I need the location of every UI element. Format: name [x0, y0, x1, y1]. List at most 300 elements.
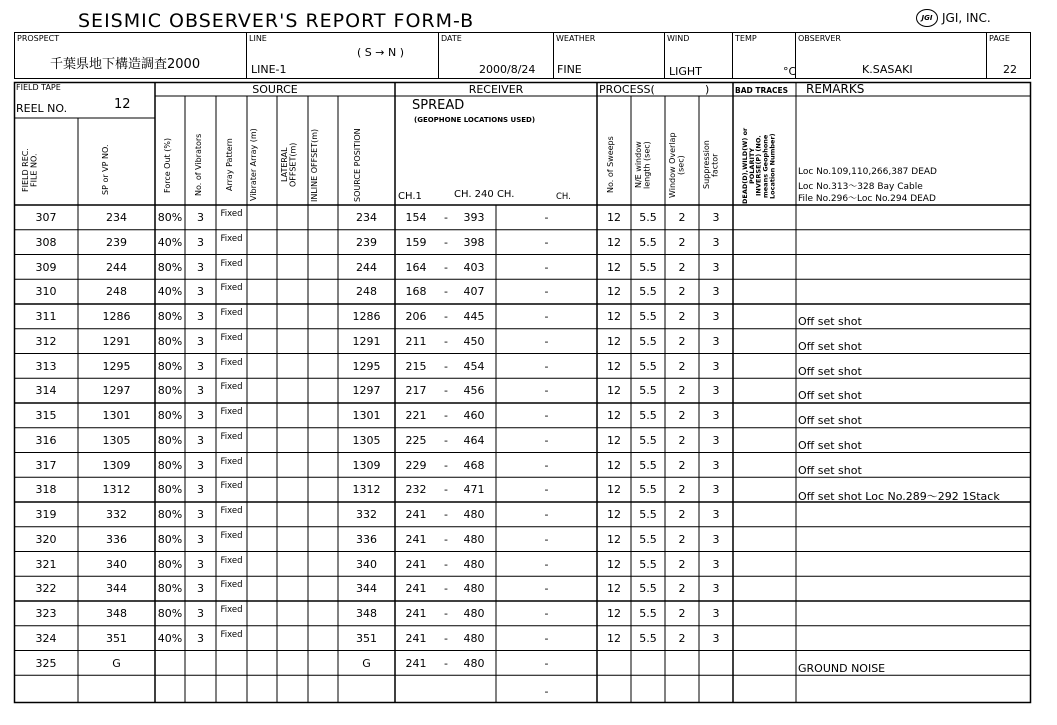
date-value: 2000/8/24 [479, 63, 536, 76]
file-no-cell: 311 [35, 310, 57, 323]
weather-value: FINE [557, 63, 582, 76]
dash-cell: - [444, 310, 448, 323]
file-no-cell: 313 [35, 359, 57, 373]
window-overlap-cell: 2 [678, 458, 686, 472]
remarks-header: REMARKS [806, 82, 865, 96]
window-overlap-cell: 2 [678, 532, 686, 546]
sp-cell: 1295 [102, 359, 131, 373]
array-pattern-cell: Fixed [220, 233, 243, 244]
ch1-cell: 225 [405, 433, 427, 447]
ne-window-cell: 5.5 [639, 433, 657, 447]
ch-cell: - [544, 582, 549, 596]
remark-cell: GROUND NOISE [798, 661, 886, 675]
force-cell: 80% [157, 458, 183, 472]
sp-cell: G [112, 656, 121, 670]
col-header-sp: SP or VP NO. [101, 144, 110, 196]
ch240-cell: 445 [463, 310, 485, 323]
window-overlap-cell: 2 [678, 260, 686, 274]
observer-value: K.SASAKI [862, 63, 913, 76]
file-no-cell: 319 [35, 508, 57, 521]
force-cell: 40% [157, 631, 183, 645]
line-value: LINE-1 [251, 63, 287, 76]
ch1-cell: 241 [405, 656, 427, 670]
vibrators-cell: 3 [197, 310, 204, 323]
vibrators-cell: 3 [197, 211, 204, 224]
force-cell: 80% [157, 557, 183, 571]
ch-cell: - [544, 458, 549, 472]
source-position-cell: G [362, 656, 371, 670]
dash-cell: - [444, 656, 448, 670]
col-header-sweeps: No. of Sweeps [606, 136, 615, 194]
ch-cell: - [544, 334, 549, 348]
vibrators-cell: 3 [197, 285, 204, 299]
col-header-array-pattern: Array Pattern [225, 138, 234, 192]
remarks-header-line: Loc No.313～328 Bay Cable [798, 182, 923, 192]
sp-cell: 248 [106, 285, 127, 299]
dash-cell: - [444, 359, 448, 373]
dash-cell: - [444, 483, 448, 497]
sp-cell: 336 [106, 532, 127, 546]
window-overlap-cell: 2 [678, 433, 686, 447]
remark-cell: Off set shot [798, 315, 862, 328]
dash-cell: - [444, 557, 448, 571]
process-section-close: ) [705, 83, 710, 96]
ch-cell: - [544, 631, 549, 645]
sweeps-cell: 12 [607, 532, 621, 546]
remark-cell: Off set shot [798, 339, 862, 353]
window-overlap-cell: 2 [678, 631, 686, 645]
ch1-cell: 229 [405, 458, 427, 472]
suppression-cell: 3 [712, 433, 720, 447]
array-pattern-cell: Fixed [220, 456, 243, 467]
sp-cell: 1309 [102, 458, 131, 472]
source-position-cell: 1301 [352, 409, 381, 422]
bad-traces-header: BAD TRACES [735, 86, 789, 95]
ch-label: CH. [556, 192, 571, 202]
source-position-cell: 336 [356, 532, 377, 546]
window-overlap-cell: 2 [678, 607, 686, 620]
array-pattern-cell: Fixed [220, 283, 243, 294]
ch-cell: - [544, 409, 549, 422]
array-pattern-cell: Fixed [220, 332, 243, 343]
temp-unit: °C [783, 65, 797, 78]
sp-cell: 1286 [102, 310, 131, 323]
file-no-cell: 316 [35, 433, 57, 447]
source-position-cell: 1295 [352, 359, 381, 373]
file-no-cell: 308 [35, 235, 57, 249]
reel-number: 12 [114, 97, 131, 112]
sp-cell: 1297 [102, 384, 131, 398]
file-no-cell: 307 [35, 211, 57, 224]
suppression-cell: 3 [712, 458, 720, 472]
vibrators-cell: 3 [197, 334, 204, 348]
process-section-header: PROCESS( [599, 83, 655, 96]
ch1-cell: 232 [405, 483, 427, 497]
ne-window-cell: 5.5 [639, 483, 657, 497]
ch240-label: CH. 240 CH. [454, 189, 515, 200]
sweeps-cell: 12 [607, 211, 621, 224]
ch1-cell: 159 [405, 235, 427, 249]
sweeps-cell: 12 [607, 285, 621, 299]
sp-cell: 234 [106, 211, 127, 224]
col-header-bad-trace-note: DEAD(D),WILD(W) or POLARITY INVERSE(P) (NO. means Geophone Location Number) [741, 127, 777, 205]
sweeps-cell: 12 [607, 582, 621, 596]
force-cell: 80% [157, 508, 183, 521]
ne-window-cell: 5.5 [639, 285, 657, 299]
array-pattern-cell: Fixed [220, 555, 243, 566]
source-position-cell: 248 [356, 285, 377, 299]
window-overlap-cell: 2 [678, 557, 686, 571]
source-position-cell: 1297 [352, 384, 381, 398]
ch240-cell: 407 [463, 285, 485, 299]
file-no-cell: 315 [35, 409, 57, 422]
window-overlap-cell: 2 [678, 359, 686, 373]
array-pattern-cell: Fixed [220, 506, 243, 516]
file-no-cell: 312 [35, 334, 57, 348]
sweeps-cell: 12 [607, 235, 621, 249]
dash-cell: - [444, 607, 448, 620]
ne-window-cell: 5.5 [639, 409, 657, 422]
array-pattern-cell: Fixed [220, 209, 243, 219]
ch-cell: - [544, 508, 549, 521]
ch-cell: - [544, 235, 549, 249]
page-label: PAGE [989, 34, 1010, 43]
remark-cell: Off set shot [798, 438, 862, 452]
col-header-vib-array: Vibrater Array (m) [249, 128, 258, 202]
file-no-cell: 320 [35, 532, 57, 546]
col-header-force: Force Out (%) [163, 137, 172, 193]
vibrators-cell: 3 [197, 384, 204, 398]
suppression-cell: 3 [712, 483, 720, 497]
ch1-cell: 211 [405, 334, 427, 348]
array-pattern-cell: Fixed [220, 357, 243, 368]
force-cell: 80% [157, 310, 183, 323]
sweeps-cell: 12 [607, 557, 621, 571]
dash-cell: - [444, 433, 448, 447]
sp-cell: 332 [106, 508, 127, 521]
source-position-cell: 239 [356, 235, 377, 249]
ch240-cell: 480 [463, 532, 485, 546]
vibrators-cell: 3 [197, 508, 204, 521]
ch1-cell: 241 [405, 557, 427, 571]
dash-cell: - [444, 458, 448, 472]
ch-cell: - [544, 656, 549, 670]
file-no-cell: 324 [35, 631, 57, 645]
col-header-file-no: FIELD REC. FILE NO. [21, 148, 39, 192]
col-header-vibrators: No. of Vibrators [194, 133, 203, 197]
line-label: LINE [249, 34, 267, 43]
file-no-cell: 317 [35, 458, 57, 472]
sweeps-cell: 12 [607, 458, 621, 472]
window-overlap-cell: 2 [678, 508, 686, 521]
ne-window-cell: 5.5 [639, 334, 657, 348]
array-pattern-cell: Fixed [220, 481, 243, 492]
window-overlap-cell: 2 [678, 211, 686, 224]
suppression-cell: 3 [712, 260, 720, 274]
array-pattern-cell: Fixed [220, 530, 243, 541]
suppression-cell: 3 [712, 334, 720, 348]
force-cell: 80% [157, 409, 183, 422]
force-cell: 80% [157, 359, 183, 373]
ch240-cell: 393 [463, 211, 485, 224]
sweeps-cell: 12 [607, 260, 621, 274]
dash-cell: - [444, 334, 448, 348]
file-no-cell: 325 [35, 656, 57, 670]
vibrators-cell: 3 [197, 260, 204, 274]
sp-cell: 344 [106, 582, 127, 596]
window-overlap-cell: 2 [678, 384, 686, 398]
ch240-cell: 480 [463, 557, 485, 571]
line-direction: ( S → N ) [357, 46, 404, 59]
ch1-cell: 241 [405, 607, 427, 620]
ch1-cell: 215 [405, 359, 427, 373]
force-cell: 40% [157, 235, 183, 249]
ch240-cell: 480 [463, 656, 485, 670]
suppression-cell: 3 [712, 384, 720, 398]
remark-cell: Off set shot Loc No.289～292 1Stack [798, 490, 1000, 504]
ch240-cell: 471 [463, 483, 485, 497]
ne-window-cell: 5.5 [639, 211, 657, 224]
sweeps-cell: 12 [607, 631, 621, 645]
file-no-cell: 314 [35, 384, 57, 398]
ch240-cell: 480 [463, 607, 485, 620]
source-position-cell: 332 [356, 508, 377, 521]
ch1-cell: 217 [405, 384, 427, 398]
ne-window-cell: 5.5 [639, 310, 657, 323]
array-pattern-cell: Fixed [220, 605, 243, 615]
col-header-lateral: LATERAL OFFSET(m) [280, 142, 298, 188]
ne-window-cell: 5.5 [639, 557, 657, 571]
field-tape-label: FIELD TAPE [16, 83, 61, 92]
ch-cell: - [544, 433, 549, 447]
suppression-cell: 3 [712, 211, 720, 224]
observer-label: OBSERVER [798, 34, 841, 43]
ne-window-cell: 5.5 [639, 582, 657, 596]
window-overlap-cell: 2 [678, 310, 686, 323]
vibrators-cell: 3 [197, 557, 204, 571]
ch-cell: - [544, 211, 549, 224]
ch240-cell: 480 [463, 631, 485, 645]
ch-cell: - [544, 483, 549, 497]
window-overlap-cell: 2 [678, 235, 686, 249]
vibrators-cell: 3 [197, 582, 204, 596]
ne-window-cell: 5.5 [639, 359, 657, 373]
file-no-cell: 310 [35, 285, 57, 299]
ne-window-cell: 5.5 [639, 631, 657, 645]
ch240-cell: 398 [463, 235, 485, 249]
remark-cell: Off set shot [798, 364, 862, 378]
remark-cell: Off set shot [798, 389, 862, 403]
ch-cell: - [544, 607, 549, 620]
col-header-suppression: Suppression factor [702, 140, 720, 190]
page-value: 22 [1003, 63, 1017, 76]
dash-cell: - [444, 582, 448, 596]
window-overlap-cell: 2 [678, 285, 686, 299]
vibrators-cell: 3 [197, 359, 204, 373]
suppression-cell: 3 [712, 235, 720, 249]
sp-cell: 1305 [102, 433, 131, 447]
dash-cell: - [444, 260, 448, 274]
ch1-cell: 241 [405, 508, 427, 521]
sweeps-cell: 12 [607, 508, 621, 521]
source-position-cell: 234 [356, 211, 377, 224]
ch240-cell: 450 [463, 334, 485, 348]
remark-cell: Off set shot [798, 414, 862, 427]
ch240-cell: 480 [463, 582, 485, 596]
sweeps-cell: 12 [607, 359, 621, 373]
suppression-cell: 3 [712, 409, 720, 422]
dash-cell: - [444, 211, 448, 224]
vibrators-cell: 3 [197, 235, 204, 249]
file-no-cell: 318 [35, 483, 57, 497]
vibrators-cell: 3 [197, 631, 204, 645]
source-position-cell: 351 [356, 631, 377, 645]
force-cell: 80% [157, 260, 183, 274]
window-overlap-cell: 2 [678, 409, 686, 422]
col-header-inline: INLINE OFFSET(m) [310, 128, 319, 202]
ne-window-cell: 5.5 [639, 532, 657, 546]
ch1-cell: 154 [405, 211, 427, 224]
sp-cell: 340 [106, 557, 127, 571]
sweeps-cell: 12 [607, 607, 621, 620]
ch1-cell: 241 [405, 631, 427, 645]
vibrators-cell: 3 [197, 532, 204, 546]
sweeps-cell: 12 [607, 334, 621, 348]
source-position-cell: 1312 [352, 483, 381, 497]
file-no-cell: 309 [35, 260, 57, 274]
source-position-cell: 1291 [352, 334, 381, 348]
dash-cell: - [444, 409, 448, 422]
window-overlap-cell: 2 [678, 334, 686, 348]
remark-cell: Off set shot [798, 463, 862, 477]
dash-cell: - [444, 532, 448, 546]
force-cell: 40% [157, 285, 183, 299]
date-label: DATE [441, 34, 462, 43]
sp-cell: 1291 [102, 334, 131, 348]
dash-cell: - [444, 285, 448, 299]
force-cell: 80% [157, 532, 183, 546]
wind-label: WIND [667, 34, 690, 43]
force-cell: 80% [157, 483, 183, 497]
spread-title: SPREAD [412, 98, 465, 113]
window-overlap-cell: 2 [678, 582, 686, 596]
ch240-cell: 468 [463, 458, 485, 472]
array-pattern-cell: Fixed [220, 407, 243, 417]
vibrators-cell: 3 [197, 607, 204, 620]
ch240-cell: 480 [463, 508, 485, 521]
ch1-cell: 206 [405, 310, 427, 323]
ch-cell: - [544, 384, 549, 398]
source-position-cell: 340 [356, 557, 377, 571]
sp-cell: 351 [106, 631, 127, 645]
ch1-cell: 168 [405, 285, 427, 299]
sp-cell: 239 [106, 235, 127, 249]
reel-label: REEL NO. [16, 102, 68, 115]
sweeps-cell: 12 [607, 384, 621, 398]
ch240-cell: 460 [463, 409, 485, 422]
suppression-cell: 3 [712, 631, 720, 645]
window-overlap-cell: 2 [678, 483, 686, 497]
sweeps-cell: 12 [607, 433, 621, 447]
force-cell: 80% [157, 211, 183, 224]
ch1-cell: 241 [405, 532, 427, 546]
temp-label: TEMP [735, 34, 757, 43]
suppression-cell: 3 [712, 310, 720, 323]
sweeps-cell: 12 [607, 483, 621, 497]
suppression-cell: 3 [712, 582, 720, 596]
spread-subtitle: (GEOPHONE LOCATIONS USED) [414, 116, 536, 124]
source-position-cell: 348 [356, 607, 377, 620]
receiver-section-header: RECEIVER [468, 83, 524, 96]
sweeps-cell: 12 [607, 310, 621, 323]
col-header-window-overlap: Window Overlap (sec) [668, 132, 686, 198]
file-no-cell: 323 [35, 607, 57, 620]
col-header-ne-window: N/E window length (sec) [634, 141, 652, 189]
suppression-cell: 3 [712, 285, 720, 299]
source-position-cell: 244 [356, 260, 377, 274]
suppression-cell: 3 [712, 532, 720, 546]
array-pattern-cell: Fixed [220, 580, 243, 591]
ch-cell: - [544, 685, 549, 699]
force-cell: 80% [157, 607, 183, 620]
jgi-logo-icon: JGI [916, 9, 938, 27]
col-header-source-position: SOURCE POSITION [353, 128, 362, 202]
file-no-cell: 321 [35, 557, 57, 571]
ch-cell: - [544, 260, 549, 274]
dash-cell: - [444, 384, 448, 398]
ch-cell: - [544, 557, 549, 571]
force-cell: 80% [157, 582, 183, 596]
source-position-cell: 1305 [352, 433, 381, 447]
vibrators-cell: 3 [197, 483, 204, 497]
ch-cell: - [544, 359, 549, 373]
array-pattern-cell: Fixed [220, 382, 243, 393]
ne-window-cell: 5.5 [639, 384, 657, 398]
sp-cell: 1301 [102, 409, 131, 422]
ch1-label: CH.1 [398, 191, 422, 202]
array-pattern-cell: Fixed [220, 629, 243, 640]
source-position-cell: 1286 [352, 310, 381, 323]
dash-cell: - [444, 235, 448, 249]
source-position-cell: 344 [356, 582, 377, 596]
ch-cell: - [544, 310, 549, 323]
force-cell: 80% [157, 384, 183, 398]
dash-cell: - [444, 508, 448, 521]
ne-window-cell: 5.5 [639, 508, 657, 521]
ne-window-cell: 5.5 [639, 607, 657, 620]
array-pattern-cell: Fixed [220, 258, 243, 269]
form-title: SEISMIC OBSERVER'S REPORT FORM-B [78, 10, 475, 32]
source-section-header: SOURCE [252, 83, 298, 96]
vibrators-cell: 3 [197, 458, 204, 472]
sweeps-cell: 12 [607, 409, 621, 422]
weather-label: WEATHER [556, 34, 596, 43]
array-pattern-cell: Fixed [220, 308, 243, 318]
suppression-cell: 3 [712, 508, 720, 521]
sp-cell: 1312 [102, 483, 131, 497]
array-pattern-cell: Fixed [220, 431, 243, 442]
ne-window-cell: 5.5 [639, 260, 657, 274]
suppression-cell: 3 [712, 607, 720, 620]
wind-value: LIGHT [669, 65, 702, 78]
remarks-header-line: Loc No.109,110,266,387 DEAD [798, 167, 937, 177]
prospect-label: PROSPECT [17, 34, 60, 43]
company-name: JGI, INC. [942, 11, 991, 25]
suppression-cell: 3 [712, 359, 720, 373]
dash-cell: - [444, 631, 448, 645]
ch1-cell: 241 [405, 582, 427, 596]
source-position-cell: 1309 [352, 458, 381, 472]
